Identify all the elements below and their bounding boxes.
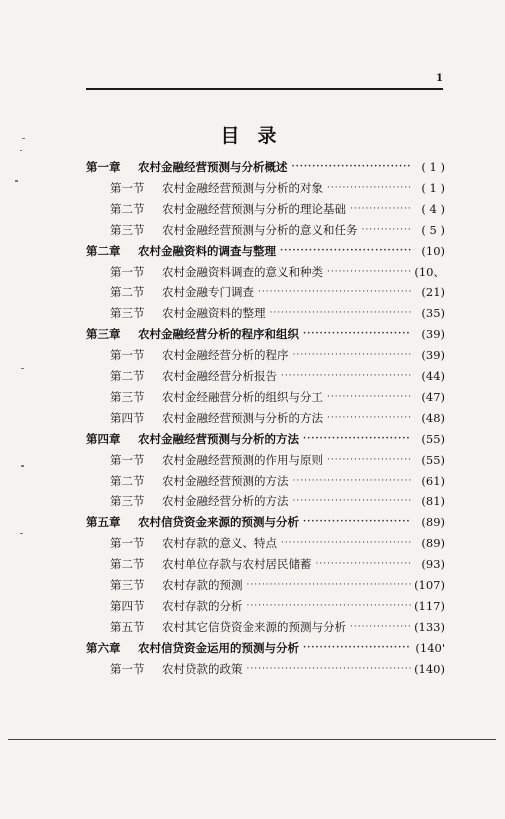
toc-section-row [110, 387, 445, 408]
section-number: 第五节 [110, 619, 145, 634]
dot-leader [243, 659, 412, 680]
page-reference: (10、 [414, 264, 445, 279]
section-number: 第一节 [110, 264, 145, 279]
toc-section-row [110, 596, 445, 617]
dot-leader [289, 345, 412, 366]
page-reference: (47) [421, 389, 445, 404]
section-number: 第二节 [110, 369, 145, 383]
dot-leader [299, 324, 411, 345]
toc-entry-label [110, 596, 243, 617]
dot-leader [289, 491, 412, 512]
section-title: 农村金融专门调查 [162, 285, 254, 300]
dot-leader [323, 178, 411, 199]
toc-section-row [110, 575, 445, 596]
section-title: 农村金融资料的整理 [162, 306, 266, 321]
chapter-title: 农村金融经营预测与分析概述 [138, 160, 288, 174]
section-title: 农村金融经营分析报告 [162, 369, 277, 383]
page-reference: ( 5 ) [421, 222, 445, 237]
chapter-number: 第六章 [86, 640, 121, 655]
toc-entry-label [110, 387, 323, 408]
toc-entry-label [110, 659, 243, 680]
dot-leader [346, 617, 411, 638]
page-reference: (93) [421, 557, 445, 572]
section-title: 农村金融经营预测与分析的方法 [162, 410, 323, 425]
toc-section-row [110, 471, 445, 492]
section-title: 农村金融经营预测与分析的对象 [162, 180, 323, 195]
section-title: 农村金经融营分析的组织与分工 [162, 389, 323, 404]
scan-mark [22, 138, 25, 139]
toc-section-row [110, 408, 445, 429]
dot-leader [243, 596, 412, 617]
toc-section-row [110, 262, 445, 283]
toc-section-row [110, 178, 445, 199]
toc-chapter-row [86, 157, 445, 178]
dot-leader [323, 408, 411, 429]
section-number: 第三节 [110, 389, 145, 404]
toc-entry-label [86, 512, 299, 533]
section-title: 农村金融经营预测的作用与原则 [162, 452, 323, 467]
section-title: 农村金融经营预测的方法 [162, 473, 289, 488]
toc-section-row [110, 617, 445, 638]
chapter-number: 第四章 [86, 431, 121, 446]
page-reference: (89) [421, 515, 445, 530]
toc-entry-label [110, 178, 323, 199]
toc-entry-label [86, 324, 299, 345]
section-title: 农村存款的分析 [162, 598, 243, 613]
toc-entry-label [110, 491, 289, 512]
toc-chapter-row [86, 429, 445, 450]
toc-entry-label [110, 575, 243, 596]
toc-section-row [110, 345, 445, 366]
toc-section-row [110, 450, 445, 471]
dot-leader [289, 471, 412, 492]
dot-leader [288, 157, 412, 178]
chapter-number: 第二章 [86, 243, 121, 258]
toc-entry-label [86, 157, 288, 178]
section-title: 农村金融资料调查的意义和种类 [162, 264, 323, 279]
section-title: 农村金融经营分析的方法 [162, 494, 289, 509]
section-number: 第三节 [110, 494, 145, 509]
toc-chapter-row [86, 638, 445, 659]
scan-mark [15, 180, 18, 182]
toc-entry-label [110, 345, 289, 366]
section-number: 第三节 [110, 306, 145, 321]
dot-leader [299, 512, 411, 533]
page-reference: (140) [414, 661, 445, 676]
section-number: 第一节 [110, 180, 145, 195]
dot-leader [243, 575, 412, 596]
page-reference: (107) [414, 578, 445, 592]
toc-entry-label [110, 471, 289, 492]
toc-entry-label [110, 366, 277, 387]
toc-section-row [110, 282, 445, 303]
header-rule [86, 88, 443, 90]
chapter-number: 第五章 [86, 515, 121, 530]
section-number: 第三节 [110, 578, 145, 592]
dot-leader [299, 429, 411, 450]
page-reference: (61) [421, 473, 445, 488]
section-number: 第四节 [110, 598, 145, 613]
page-reference: (48) [421, 410, 445, 425]
page-reference: (10) [421, 243, 445, 258]
toc-chapter-row [86, 241, 445, 262]
section-title: 农村金融经营预测与分析的意义和任务 [162, 222, 358, 237]
section-title: 农村单位存款与农村居民储蓄 [162, 557, 312, 572]
toc-entry-label [110, 533, 277, 554]
dot-leader [277, 366, 411, 387]
toc-entry-label [86, 638, 299, 659]
toc-entry-label [110, 450, 323, 471]
toc-chapter-row [86, 512, 445, 533]
chapter-number: 第一章 [86, 160, 121, 174]
page-reference: (117) [414, 598, 445, 613]
dot-leader [299, 638, 411, 659]
page-reference: (55) [421, 452, 445, 467]
dot-leader [358, 220, 412, 241]
chapter-title: 农村信贷资金来源的预测与分析 [138, 515, 299, 530]
dot-leader [323, 450, 411, 471]
page-reference: ( 4 ) [421, 201, 445, 216]
dot-leader [323, 387, 411, 408]
scan-mark [21, 465, 24, 467]
toc-entry-label [110, 303, 266, 324]
section-title: 农村存款的预测 [162, 578, 243, 592]
page-reference: (39) [421, 348, 445, 363]
chapter-title: 农村金融资料的调查与整理 [138, 243, 276, 258]
section-title: 农村贷款的政策 [162, 661, 243, 676]
section-title: 农村存款的意义、特点 [162, 536, 277, 551]
toc-section-row [110, 199, 445, 220]
toc-section-row [110, 554, 445, 575]
page-title: 目录 [220, 125, 295, 147]
footer-rule [8, 739, 496, 740]
toc-section-row [110, 303, 445, 324]
dot-leader [346, 199, 411, 220]
toc-section-row [110, 366, 445, 387]
section-number: 第一节 [110, 536, 145, 551]
section-number: 第一节 [110, 452, 145, 467]
section-number: 第四节 [110, 410, 145, 425]
dot-leader [266, 303, 412, 324]
page-reference: (44) [421, 369, 445, 383]
chapter-title: 农村金融经营分析的程序和组织 [138, 327, 299, 342]
toc-section-row [110, 220, 445, 241]
page-reference: (21) [421, 285, 445, 300]
page-reference: (81) [421, 494, 445, 509]
toc-entry-label [110, 199, 346, 220]
dot-leader [277, 533, 411, 554]
page-reference: (140' [415, 640, 445, 655]
section-number: 第一节 [110, 348, 145, 363]
section-title: 农村金融经营预测与分析的理论基础 [162, 201, 346, 216]
dot-leader [254, 282, 411, 303]
page-reference: (35) [421, 306, 445, 321]
toc-entry-label [86, 429, 299, 450]
toc-entry-label [110, 554, 312, 575]
page-reference: (89) [421, 536, 445, 551]
section-number: 第一节 [110, 661, 145, 676]
toc-section-row [110, 659, 445, 680]
section-title: 农村其它信贷资金来源的预测与分析 [162, 619, 346, 634]
toc-entry-label [110, 408, 323, 429]
toc-entry-label [110, 282, 254, 303]
section-title: 农村金融经营分析的程序 [162, 348, 289, 363]
scan-mark [20, 150, 22, 151]
dot-leader [312, 554, 412, 575]
dot-leader [276, 241, 411, 262]
section-number: 第三节 [110, 222, 145, 237]
section-number: 第二节 [110, 473, 145, 488]
section-number: 第二节 [110, 201, 145, 216]
page-reference: ( 1 ) [421, 180, 445, 195]
toc-section-row [110, 491, 445, 512]
chapter-title: 农村信贷资金运用的预测与分析 [138, 640, 299, 655]
scan-mark [21, 368, 24, 369]
section-number: 第二节 [110, 557, 145, 572]
page-reference: (39) [421, 327, 445, 342]
toc-entry-label [110, 220, 358, 241]
chapter-title: 农村金融经营预测与分析的方法 [138, 431, 299, 446]
page-number: 1 [436, 73, 443, 84]
toc-section-row [110, 533, 445, 554]
page-reference: ( 1 ) [421, 160, 445, 174]
page-reference: (133) [414, 619, 445, 634]
dot-leader [323, 262, 411, 283]
scan-mark [20, 533, 23, 534]
toc-chapter-row [86, 324, 445, 345]
toc-entry-label [86, 241, 276, 262]
section-number: 第二节 [110, 285, 145, 300]
toc-entry-label [110, 262, 323, 283]
toc-entry-label [110, 617, 346, 638]
chapter-number: 第三章 [86, 327, 121, 342]
page-reference: (55) [421, 431, 445, 446]
